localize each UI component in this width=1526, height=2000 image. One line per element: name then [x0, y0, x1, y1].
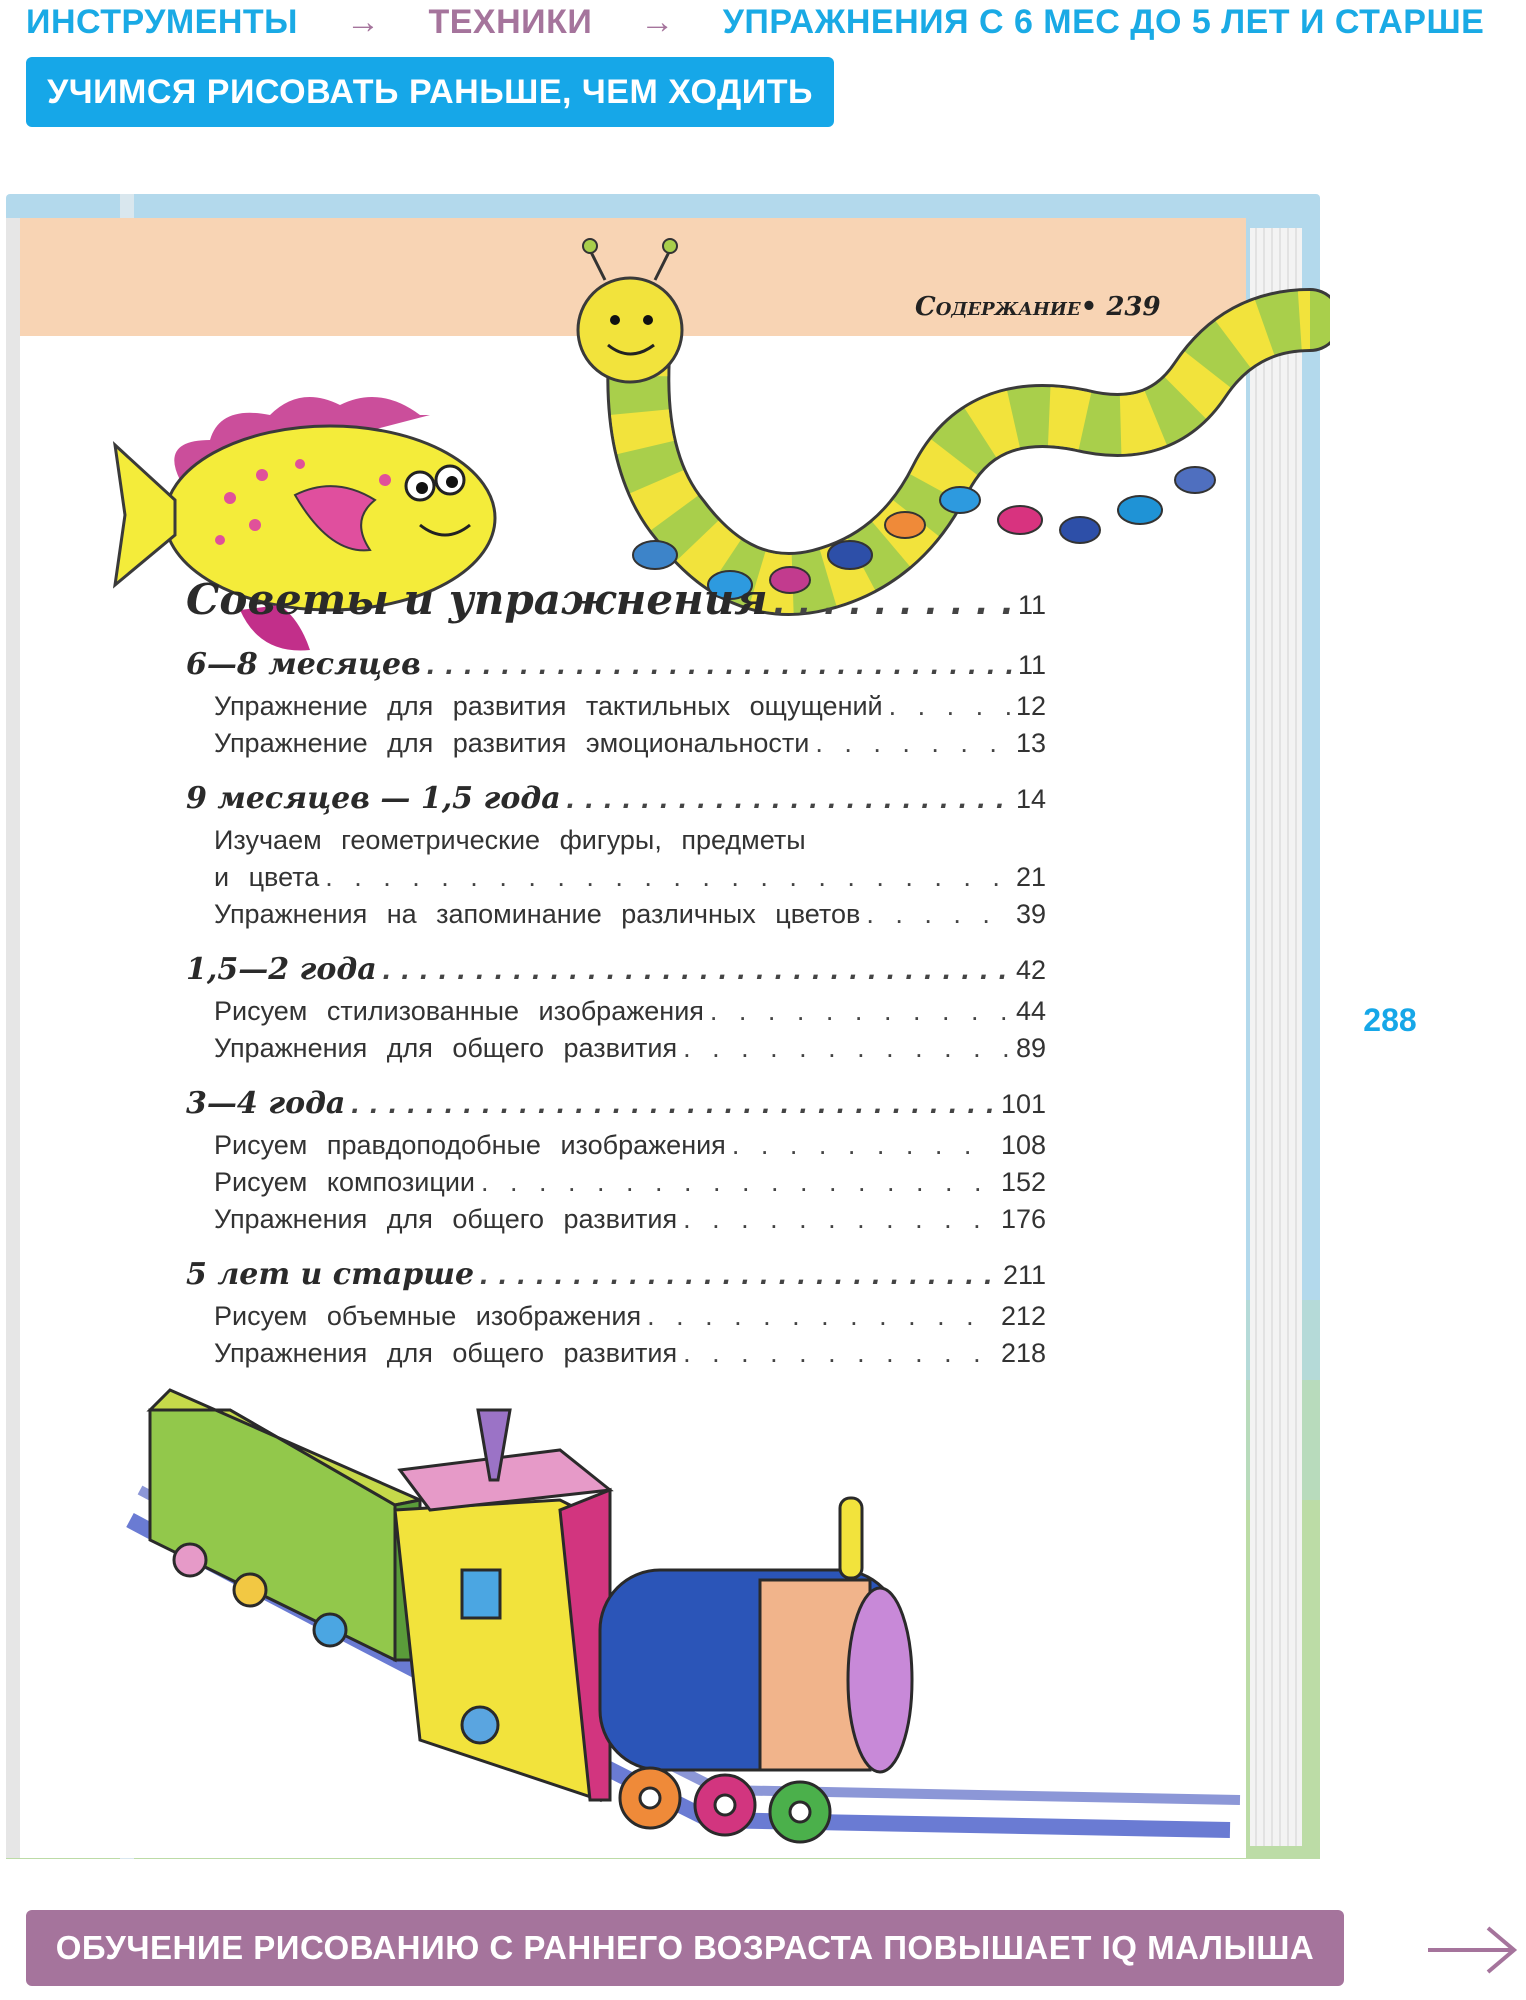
- toc-item-title: и цвета: [214, 862, 320, 892]
- toc-item: [186, 691, 1046, 728]
- leader-dots: [647, 1301, 995, 1332]
- leader-dots: [480, 1258, 997, 1292]
- toc-section: [186, 952, 1046, 996]
- toc-item-title: Упражнения для общего развития: [214, 1204, 678, 1234]
- toc-section-title: 9 месяцев — 1,5 года: [186, 781, 561, 816]
- toc-page-number: 14: [1015, 784, 1046, 814]
- toc-item-title: Упражнения для общего развития: [214, 1338, 678, 1368]
- toc-page-number: 101: [1000, 1089, 1046, 1119]
- toc-item: [186, 728, 1046, 765]
- toc-page-number: 39: [1015, 899, 1046, 929]
- leader-dots: [774, 576, 1012, 624]
- toc-item: [186, 862, 1046, 899]
- toc-item-title: Рисуем правдоподобные изображения: [214, 1130, 726, 1160]
- toc-main-heading: [186, 575, 1046, 631]
- toc-page-number: 108: [1000, 1130, 1046, 1160]
- page-header: Содержание• 239: [915, 292, 1161, 322]
- leader-dots: [710, 996, 1010, 1027]
- leader-dots: [815, 728, 1010, 759]
- toc-section: [186, 781, 1046, 825]
- toc-section: [186, 647, 1046, 691]
- leader-dots: [383, 953, 1010, 987]
- toc-item: [186, 1204, 1046, 1241]
- page-edges: [1250, 228, 1302, 1846]
- toc-section: [186, 1086, 1046, 1130]
- toc-main-title: Советы и упражнения: [186, 575, 768, 624]
- toc-page-number: 218: [1000, 1338, 1046, 1368]
- toc-item-title: Упражнения для общего развития: [214, 1033, 678, 1063]
- breadcrumb-tools[interactable]: ИНСТРУМЕНТЫ: [26, 2, 298, 41]
- toc-item-title: Упражнение для развития тактильных ощущений: [214, 691, 883, 721]
- next-arrow-icon[interactable]: [1424, 1920, 1520, 1980]
- toc-item: [186, 1167, 1046, 1204]
- toc-page-number: 152: [1000, 1167, 1046, 1197]
- toc-page-number: 89: [1015, 1033, 1046, 1063]
- toc-item-title: Упражнения на запоминание различных цветов: [214, 899, 861, 929]
- toc-item-title: Рисуем стилизованные изображения: [214, 996, 704, 1026]
- toc-page-number: 12: [1015, 691, 1046, 721]
- toc-page-number: 211: [1002, 1260, 1046, 1290]
- toc-page-number: 212: [1000, 1301, 1046, 1331]
- leader-dots: [732, 1130, 995, 1161]
- toc-item: [186, 996, 1046, 1033]
- toc-item-title-line1: Изучаем геометрические фигуры, предметы: [214, 825, 806, 855]
- toc-item: [186, 899, 1046, 936]
- toc-page-number: 11: [1017, 650, 1046, 680]
- toc-page-number: 42: [1015, 955, 1046, 985]
- toc-item-title: Рисуем композиции: [214, 1167, 475, 1197]
- breadcrumb-arrow-icon: →: [345, 2, 381, 41]
- toc-page-number: 21: [1015, 862, 1046, 892]
- toc-section-title: 6—8 месяцев: [186, 647, 421, 682]
- breadcrumb-arrow-icon: →: [640, 2, 675, 41]
- leader-dots: [567, 782, 1010, 816]
- toc-item-title: Упражнение для развития эмоциональности: [214, 728, 810, 758]
- toc-item: [186, 1301, 1046, 1338]
- leader-dots: [889, 691, 1010, 722]
- leader-dots: [481, 1167, 995, 1198]
- leader-dots: [683, 1204, 995, 1235]
- toc-section-title: 1,5—2 года: [186, 952, 377, 987]
- breadcrumb: [26, 0, 1506, 44]
- toc-item: [186, 1130, 1046, 1167]
- top-banner: УЧИМСЯ РИСОВАТЬ РАНЬШЕ, ЧЕМ ХОДИТЬ: [26, 57, 834, 127]
- toc-page-number: 13: [1015, 728, 1046, 758]
- leader-dots: [683, 1033, 1010, 1064]
- toc-page-number: 44: [1015, 996, 1046, 1026]
- toc-section-title: 3—4 года: [186, 1086, 346, 1121]
- breadcrumb-techniques[interactable]: ТЕХНИКИ: [428, 2, 593, 41]
- toc-page-number: 176: [1000, 1204, 1046, 1234]
- toc-item: [186, 1033, 1046, 1070]
- toc-section-title: 5 лет и старше: [186, 1257, 475, 1292]
- toc-item: [186, 1338, 1046, 1375]
- height-label: 288: [1363, 1002, 1417, 1038]
- leader-dots: [866, 899, 1010, 930]
- leader-dots: [325, 862, 1010, 893]
- leader-dots: [427, 648, 1012, 682]
- table-of-contents: [186, 575, 1046, 1375]
- bottom-banner: ОБУЧЕНИЕ РИСОВАНИЮ С РАННЕГО ВОЗРАСТА ПОВЫШАЕТ IQ МАЛЫША: [26, 1910, 1344, 1986]
- toc-page-number: 11: [1017, 590, 1046, 620]
- toc-item-title: Рисуем объемные изображения: [214, 1301, 642, 1331]
- leader-dots: [351, 1087, 995, 1121]
- leader-dots: [683, 1338, 995, 1369]
- breadcrumb-exercises[interactable]: УПРАЖНЕНИЯ С 6 МЕС ДО 5 ЛЕТ И СТАРШЕ: [722, 2, 1485, 41]
- toc-section: [186, 1257, 1046, 1301]
